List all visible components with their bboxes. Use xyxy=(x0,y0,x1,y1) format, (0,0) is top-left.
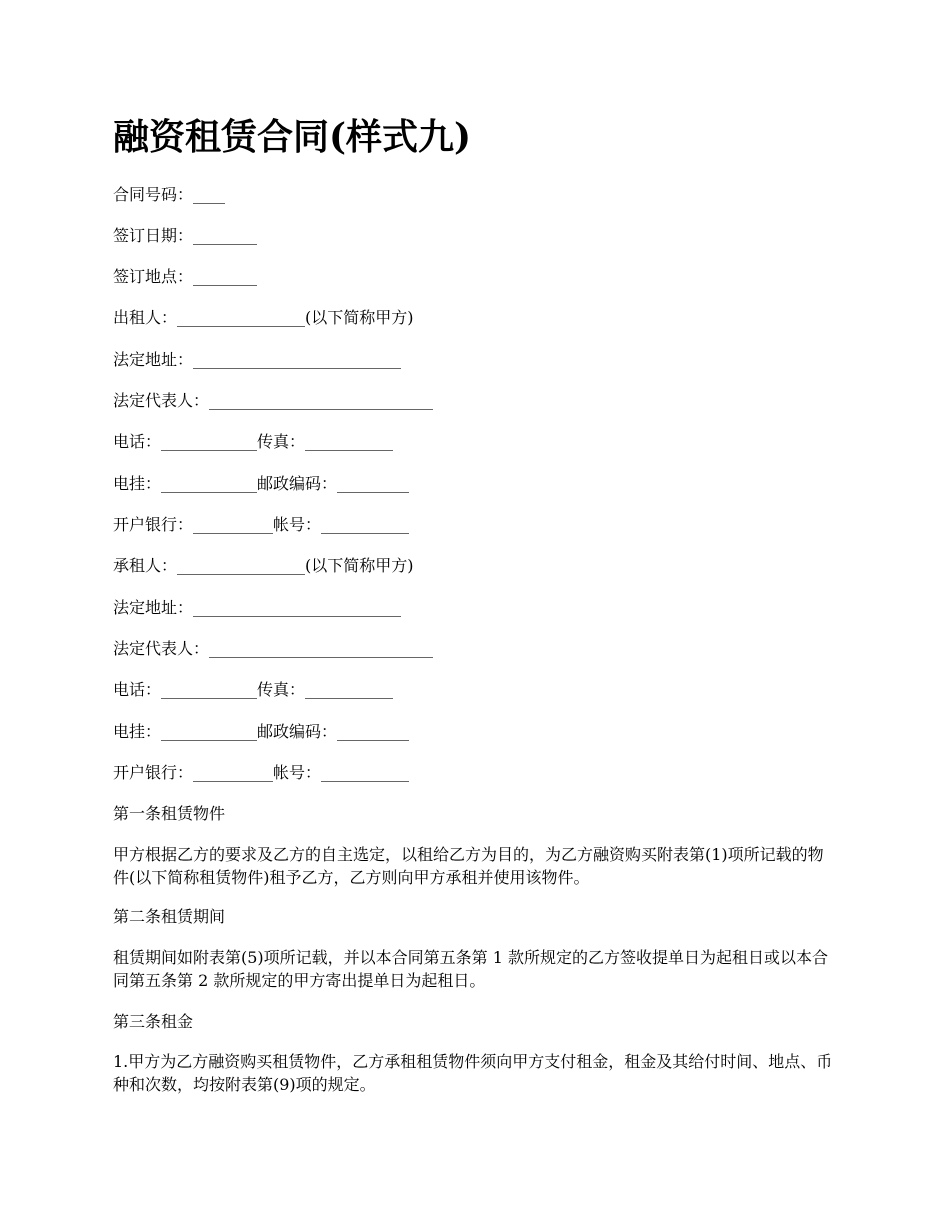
field-lessor-phone-fax: 电话：____________传真：___________ xyxy=(113,432,394,451)
section-heading-3: 第三条租金 xyxy=(113,1012,194,1031)
field-lessee-representative: 法定代表人：____________________________ xyxy=(113,639,434,658)
field-lessor-address: 法定地址：__________________________ xyxy=(113,350,402,369)
field-signing-date: 签订日期：________ xyxy=(113,226,258,245)
field-lessee-address: 法定地址：__________________________ xyxy=(113,598,402,617)
field-lessor-representative: 法定代表人：____________________________ xyxy=(113,391,434,410)
section-heading-2: 第二条租赁期间 xyxy=(113,907,226,926)
section-text-1: 甲方根据乙方的要求及乙方的自主选定，以租给乙方为目的，为乙方融资购买附表第(1)项所记载的物件(以下简称租赁物件)租予乙方，乙方则向甲方承租并使用该物件。 xyxy=(113,845,824,887)
section-text-3: 1.甲方为乙方融资购买租赁物件，乙方承租租赁物件须向甲方支付租金，租金及其给付时间、地点、币种和次数，均按附表第(9)项的规定。 xyxy=(113,1052,833,1094)
section-heading-1: 第一条租赁物件 xyxy=(113,804,226,823)
field-contract-number: 合同号码：____ xyxy=(113,185,226,204)
field-lessee-phone-fax: 电话：____________传真：___________ xyxy=(113,680,394,699)
section-text-2: 租赁期间如附表第(5)项所记载，并以本合同第五条第 1 款所规定的乙方签收提单日为起租日或以本合同第五条第 2 款所规定的甲方寄出提单日为起租日。 xyxy=(113,948,829,990)
field-lessee-telegram-postcode: 电挂：____________邮政编码：_________ xyxy=(113,722,410,741)
field-lessee: 承租人：________________(以下简称甲方) xyxy=(113,556,414,575)
field-signing-place: 签订地点：________ xyxy=(113,267,258,286)
field-lessor-bank-account: 开户银行：__________帐号：___________ xyxy=(113,515,410,534)
field-lessor-telegram-postcode: 电挂：____________邮政编码：_________ xyxy=(113,474,410,493)
field-lessee-bank-account: 开户银行：__________帐号：___________ xyxy=(113,763,410,782)
field-lessor: 出租人：________________(以下简称甲方) xyxy=(113,308,414,327)
document-title: 融资租赁合同(样式九) xyxy=(113,116,472,158)
